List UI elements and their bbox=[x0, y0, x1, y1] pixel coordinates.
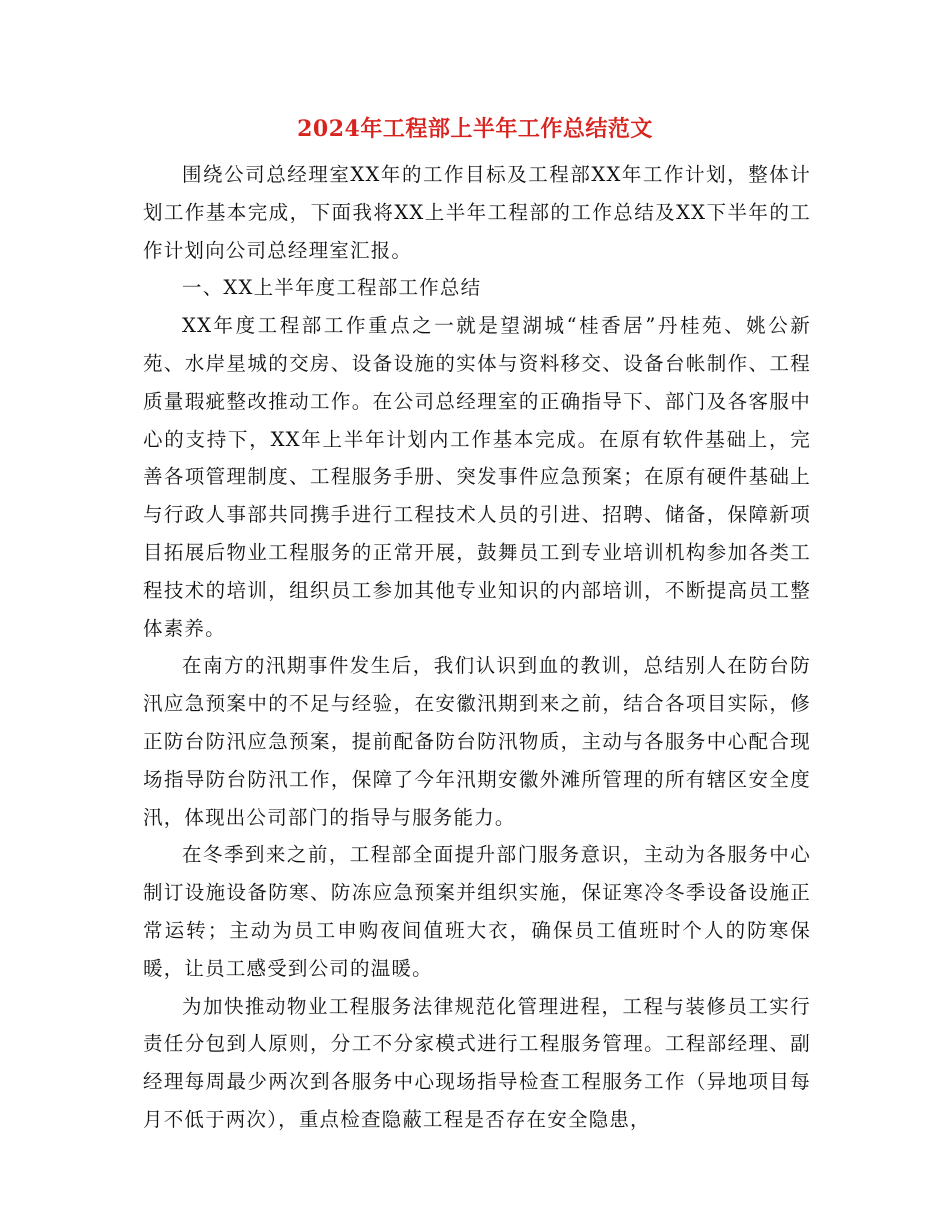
paragraph-winter-preparation: 在冬季到来之前，工程部全面提升部门服务意识，主动为各服务中心制订设施设备防寒、防冻应急预案并组织实施，保证寒冷冬季设备设施正常运转；主动为员工申购夜间值班大衣，确保员工值班时个人的防寒保暖，让员工感受到公司的温暖。 bbox=[143, 843, 811, 980]
document-title: 2024年工程部上半年工作总结范文 bbox=[297, 116, 653, 142]
paragraph-management: 为加快推动物业工程服务法律规范化管理进程，工程与装修员工实行责任分包到人原则，分工不分家模式进行工程服务管理。工程部经理、副经理每周最少两次到各服务中心现场指导检查工程服务工作（异地项目每月不低于两次），重点检查隐蔽工程是否存在安全隐患， bbox=[143, 994, 811, 1131]
paragraph-flood-prevention: 在南方的汛期事件发生后，我们认识到血的教训，总结别人在防台防汛应急预案中的不足与经验，在安徽汛期到来之前，结合各项目实际，修正防台防汛应急预案，提前配备防台防汛物质，主动与各服务中心配合现场指导防台防汛工作，保障了今年汛期安徽外滩所管理的所有辖区安全度汛，体现出公司部门的指导与服务能力。 bbox=[143, 654, 811, 829]
paragraph-work-focus: XX年度工程部工作重点之一就是望湖城“桂香居”丹桂苑、姚公新苑、水岸星城的交房、设备设施的实体与资料移交、设备台帐制作、工程质量瑕疵整改推动工作。在公司总经理室的正确指导下、部门及各客服中心的支持下，XX年上半年计划内工作基本完成。在原有软件基础上，完善各项管理制度、工程服务手册、突发事件应急预案；在原有硬件基础上与行政人事部共同携手进行工程技术人员的引进、招聘、储备，保障新项目拓展后物业工程服务的正常开展，鼓舞员工到专业培训机构参加各类工程技术的培训，组织员工参加其他专业知识的内部培训，不断提高员工整体素养。 bbox=[143, 314, 811, 640]
paragraph-intro: 围绕公司总经理室XX年的工作目标及工程部XX年工作计划，整体计划工作基本完成，下面我将XX上半年工程部的工作总结及XX下半年的工作计划向公司总经理室汇报。 bbox=[143, 163, 811, 262]
section-heading: 一、XX上半年度工程部工作总结 bbox=[182, 276, 482, 300]
document-body bbox=[143, 156, 811, 1139]
